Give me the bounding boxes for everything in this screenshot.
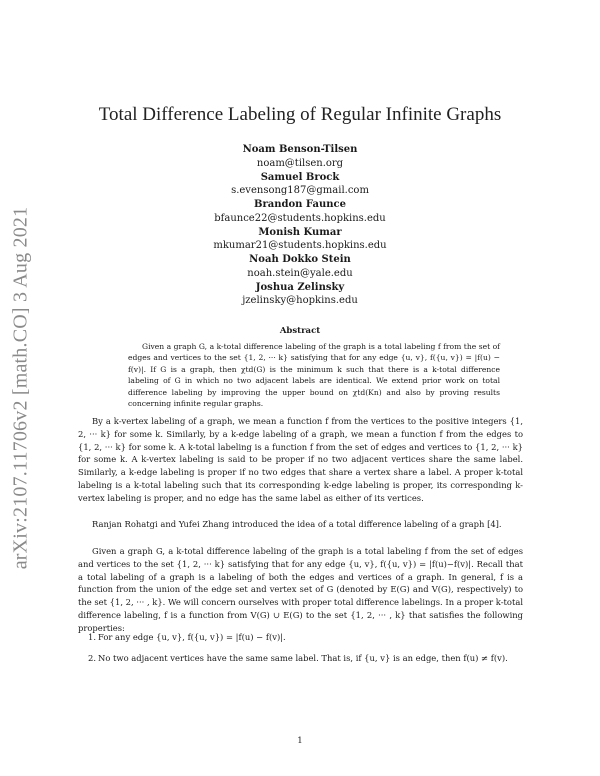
- list-item-text: No two adjacent vertices have the same same label. That is, if {u, v} is an edge, then f(u) ≠ f(v).: [98, 652, 508, 663]
- body-paragraph: Ranjan Rohatgi and Yufei Zhang introduced the idea of a total difference labeling of a graph [4].: [92, 519, 502, 529]
- author-name: Brandon Faunce: [254, 199, 346, 210]
- author-name: Samuel Brock: [260, 171, 340, 183]
- author-name: Noah Dokko Stein: [249, 254, 351, 265]
- author-email: jzelinsky@hopkins.edu: [242, 295, 358, 306]
- author-name: Noam Benson-Tilsen: [242, 144, 358, 155]
- page-number: 1: [297, 736, 303, 746]
- body-paragraph: By a k-vertex labeling of a graph, we mean a function f from the vertices to the positive integers {1, 2, ··· k} for some k. Similarly, by a k-edge labeling of a graph, we mean a function f from the edges to {1, 2, ··· k} for some k. A k-total labeling is a function f from the set of edges and vertices to {1, 2, ··· k} for some k. A k-vertex labeling is said to be proper if no two adjacent vertices share the same label. Similarly, a k-edge labeling is proper if no two edges that share a vertex share a label. A proper k-total labeling is a k-total labeling such that its corresponding k-edge labeling is proper, its corresponding k-vertex labeling is proper, and no edge has the same label as either of its vertices.: [78, 416, 523, 503]
- body-paragraph: Given a graph G, a k-total difference labeling of the graph is a total labeling f from the set of edges and vertices to the set {1, 2, ··· k} satisfying that for any edge {u, v}, f({u, v}) = |f(u)−f(v)|. Recall that a total labeling of a graph is a labeling of both the edges and vertices of a graph. In general, f is a function from the union of the edge set and vertex set of G (denoted by E(G) and V(G), respectively) to the set {1, 2, ··· , k}. We will concern ourselves with proper total difference labelings. In a proper k-total difference labeling, f is a function from V(G) ∪ E(G) to the set {1, 2, ··· , k} that satisfies the following properties:: [78, 546, 523, 633]
- abstract-text: Given a graph G, a k-total difference labeling of the graph is a total labeling f from the set of edges and vertices to the set {1, 2, ··· k} satisfying that for any edge {u, v}, f({u, v}) = |f(u) − f(v)|. If G is a graph, then χtd(G) is the minimum k such that there is a k-total difference labeling of G in which no two adjacent labels are identical. We extend prior work on total difference labeling by improving the upper bound on χtd(Kn) and also by proving results concerning infinite regular graphs.: [128, 342, 500, 409]
- author-name: Monish Kumar: [258, 226, 342, 238]
- author-email: mkumar21@students.hopkins.edu: [213, 240, 387, 251]
- list-item-text: For any edge {u, v}, f({u, v}) = |f(u) − f(v)|.: [98, 632, 286, 642]
- list-item-number: 1.: [88, 632, 96, 642]
- author-email: s.evensong187@gmail.com: [231, 185, 369, 196]
- list-item-number: 2.: [88, 652, 96, 663]
- author-email: bfaunce22@students.hopkins.edu: [214, 212, 386, 224]
- author-name: Joshua Zelinsky: [255, 281, 345, 293]
- paper-title: Total Difference Labeling of Regular Infinite Graphs: [98, 104, 502, 125]
- list-item: [78, 631, 523, 644]
- author-list: [0, 143, 600, 308]
- author-email: noah.stein@yale.edu: [247, 267, 353, 279]
- list-item: [78, 652, 523, 665]
- author-email: noam@tilsen.org: [256, 157, 344, 169]
- property-list: [78, 631, 523, 673]
- abstract-heading: Abstract: [279, 326, 321, 336]
- arxiv-id-text: arXiv:2107.11706v2 [math.CO] 3 Aug 2021: [9, 206, 32, 570]
